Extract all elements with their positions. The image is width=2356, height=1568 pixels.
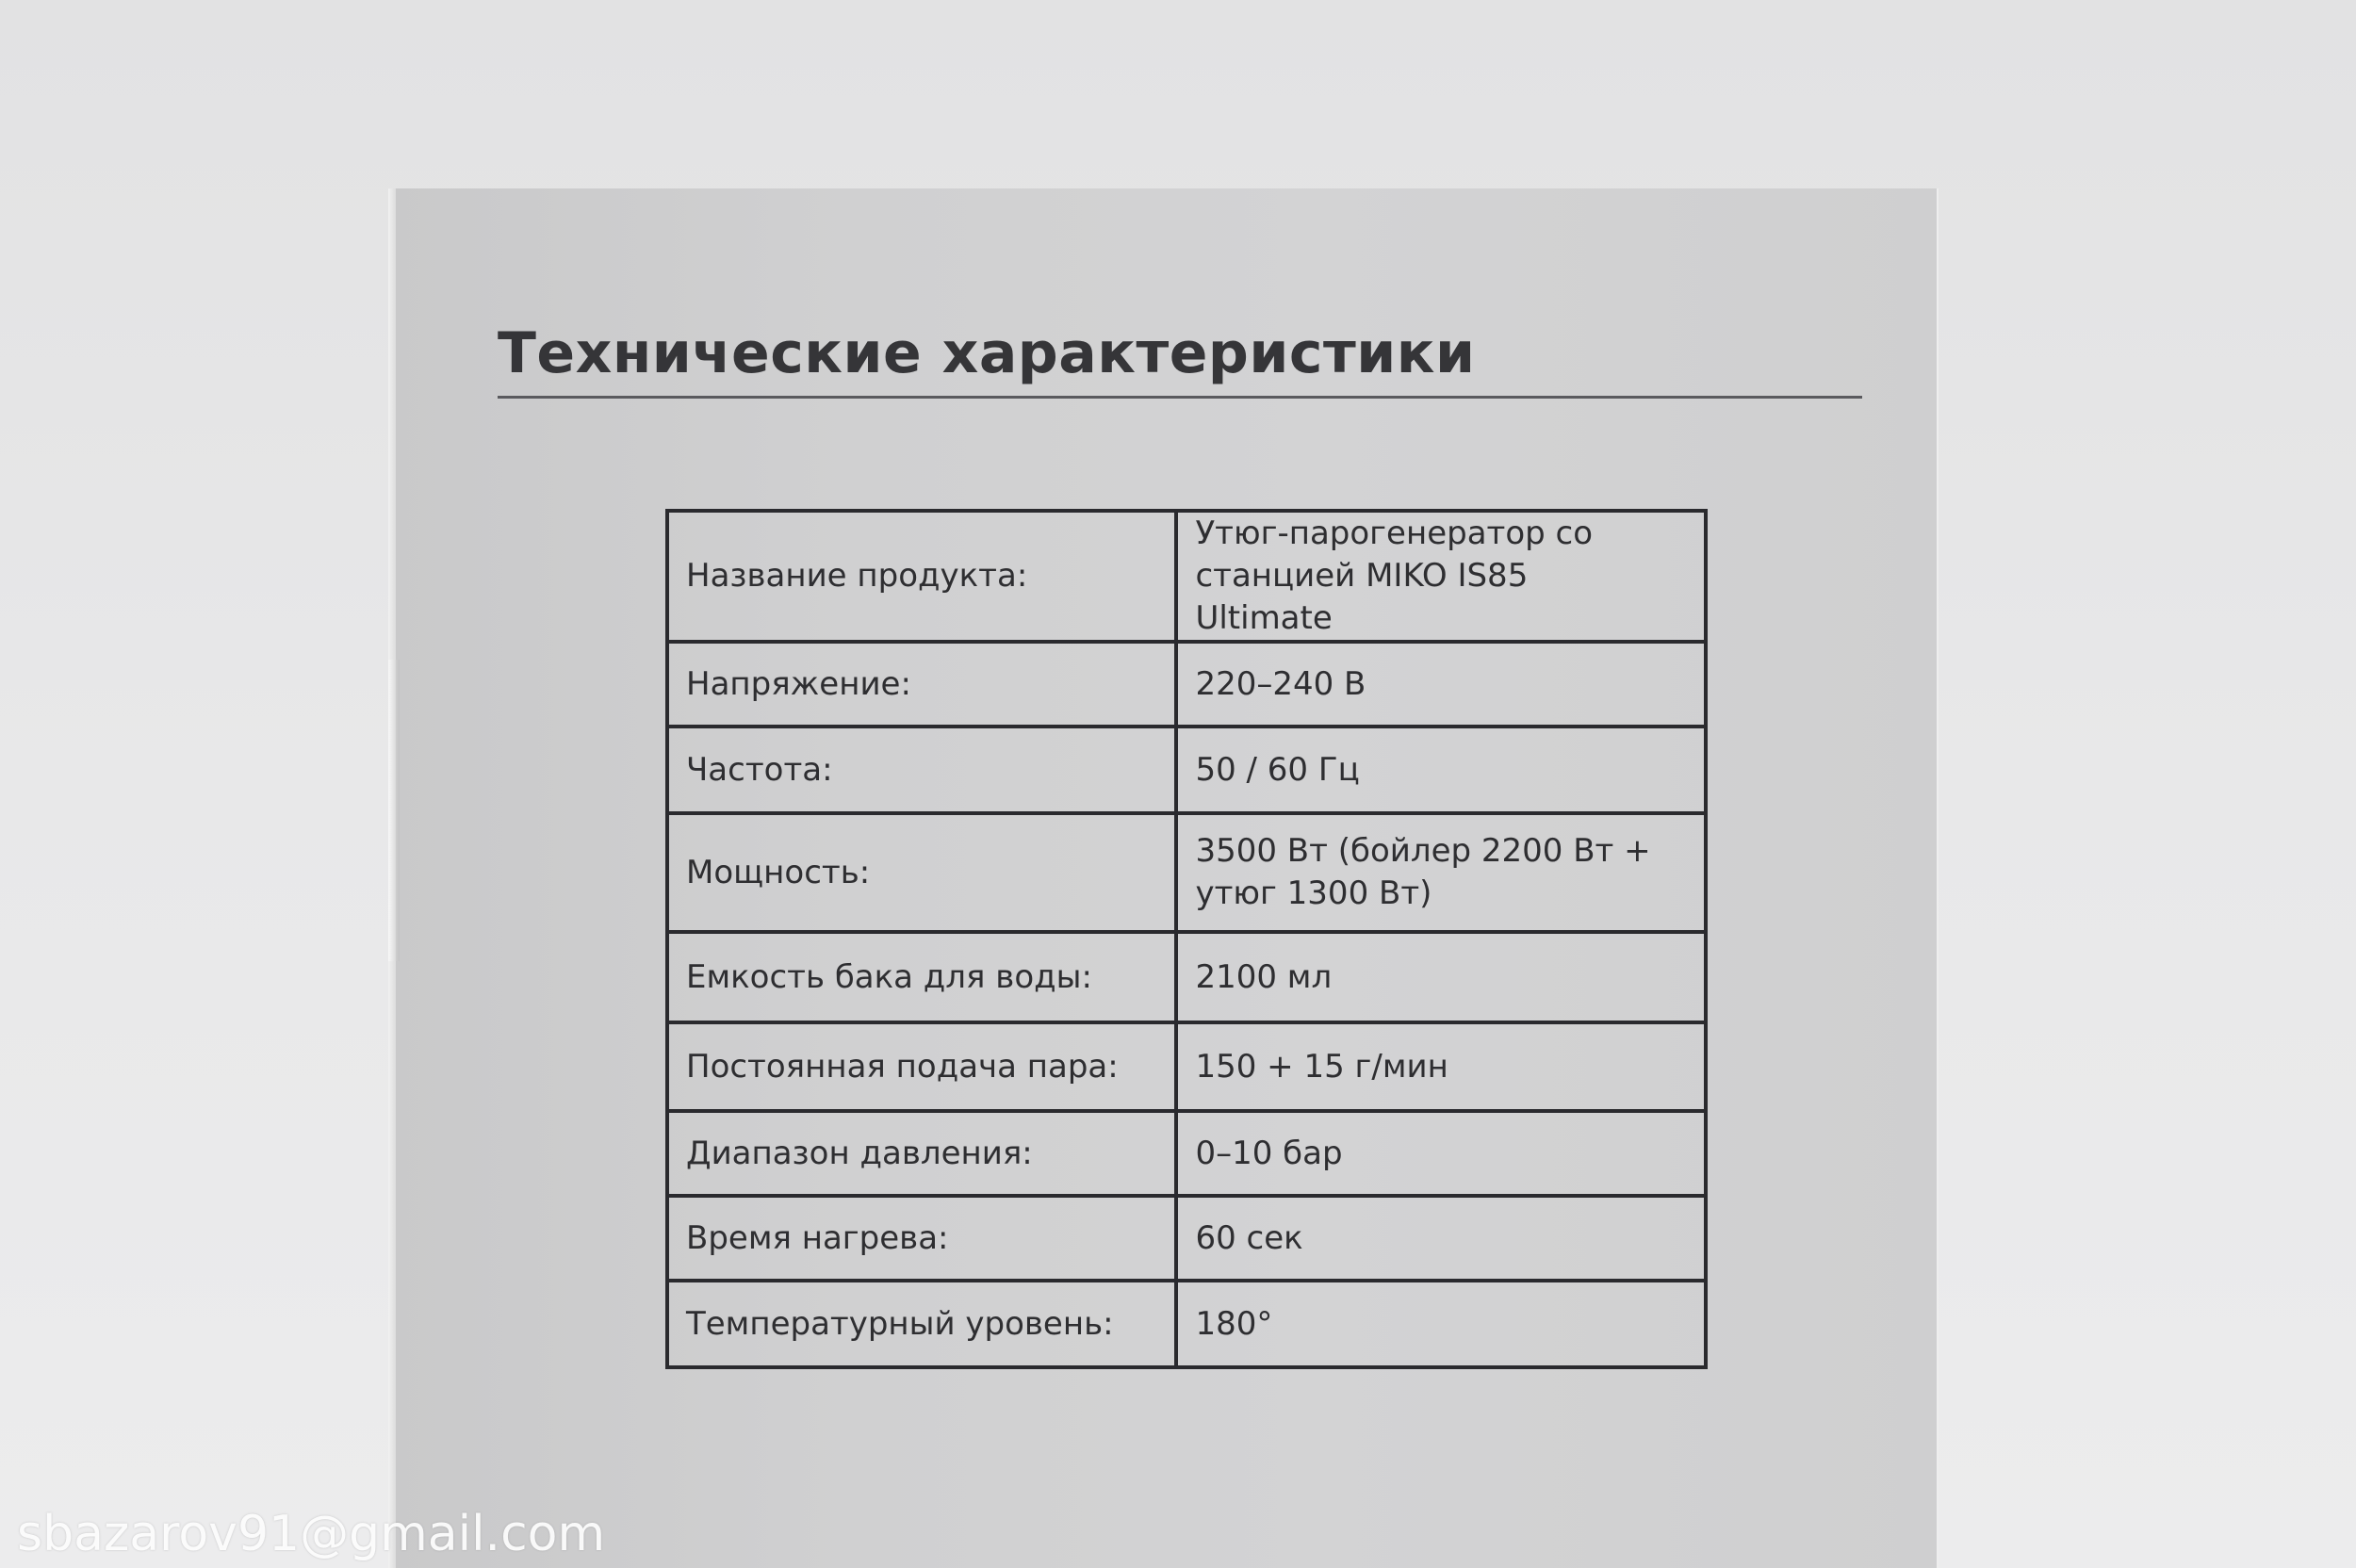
spec-value: 60 сек — [1176, 1196, 1706, 1281]
table-row — [667, 727, 1706, 813]
spec-label: Название продукта: — [667, 511, 1176, 642]
table-row — [667, 1111, 1706, 1196]
spec-table — [665, 509, 1708, 1369]
spec-value: 180° — [1176, 1281, 1706, 1367]
table-row — [667, 642, 1706, 727]
table-row — [667, 511, 1706, 642]
spec-label: Напряжение: — [667, 642, 1176, 727]
spec-label: Диапазон давления: — [667, 1111, 1176, 1196]
title-underline — [498, 396, 1862, 399]
spec-value: 220–240 В — [1176, 642, 1706, 727]
spec-label: Мощность: — [667, 813, 1176, 932]
spec-label: Емкость бака для воды: — [667, 932, 1176, 1022]
page-title: Технические характеристики — [498, 320, 1476, 386]
spec-value: Утюг-парогенератор со станцией MIKO IS85 Ultimate — [1176, 511, 1706, 642]
spec-value: 3500 Вт (бойлер 2200 Вт + утюг 1300 Вт) — [1176, 813, 1706, 932]
table-row — [667, 932, 1706, 1022]
table-row — [667, 1196, 1706, 1281]
spec-value: 50 / 60 Гц — [1176, 727, 1706, 813]
page-crease — [388, 660, 400, 961]
spec-label: Частота: — [667, 727, 1176, 813]
spec-value: 2100 мл — [1176, 932, 1706, 1022]
watermark-text: sbazarov91@gmail.com — [17, 1506, 606, 1562]
table-row — [667, 1281, 1706, 1367]
spec-label: Время нагрева: — [667, 1196, 1176, 1281]
spec-label: Температурный уровень: — [667, 1281, 1176, 1367]
spec-value: 150 + 15 г/мин — [1176, 1022, 1706, 1111]
spec-label: Постоянная подача пара: — [667, 1022, 1176, 1111]
spec-value: 0–10 бар — [1176, 1111, 1706, 1196]
table-row — [667, 1022, 1706, 1111]
table-row — [667, 813, 1706, 932]
